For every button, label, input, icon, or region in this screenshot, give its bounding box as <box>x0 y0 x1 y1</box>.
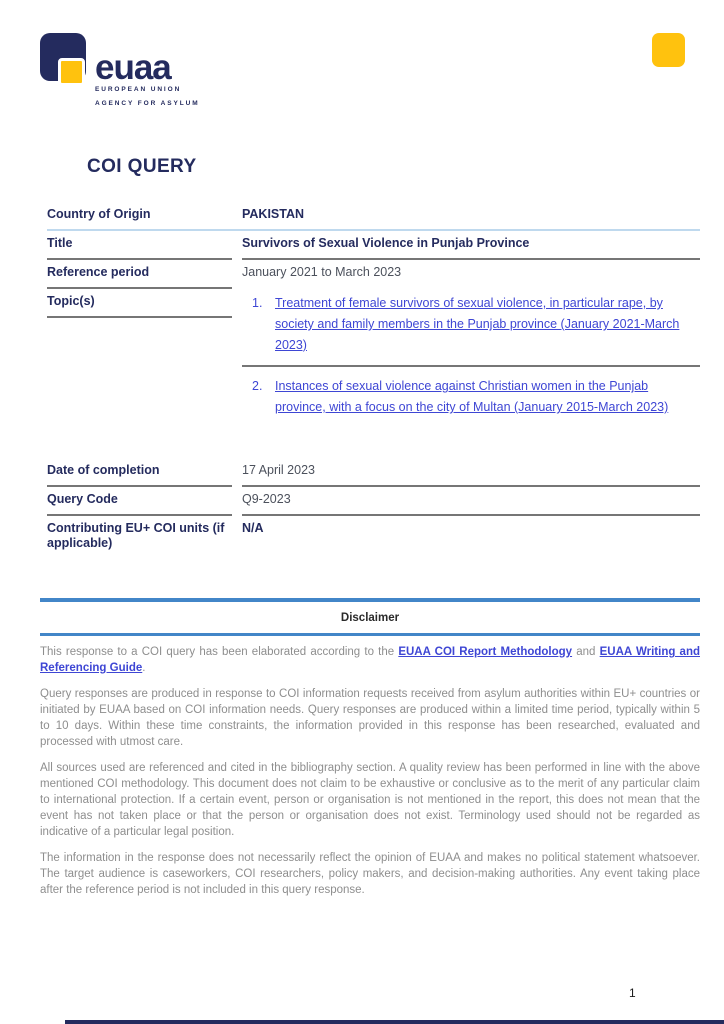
table-row-reference-period <box>47 260 700 289</box>
row-label: Date of completion <box>47 458 232 487</box>
disclaimer-heading: Disclaimer <box>340 612 400 624</box>
row-label: Reference period <box>47 260 232 289</box>
page-title: COI QUERY <box>87 156 197 177</box>
table-row-title <box>47 231 700 260</box>
logo-wordmark: euaa <box>95 48 171 87</box>
row-label: Title <box>47 231 232 260</box>
row-value: Q9-2023 <box>242 487 700 516</box>
p1-text-after: . <box>142 662 146 674</box>
disclaimer-top-rule <box>40 598 700 602</box>
row-value: January 2021 to March 2023 <box>242 265 402 279</box>
disclaimer-bottom-rule <box>40 633 700 636</box>
disclaimer-paragraph-4: The information in the response does not necessarily reflect the opinion of EUAA and makes no political statement whatsoever. The target audience is caseworkers, COI researchers, policy makers, and decision-making authorities. Any event taking place after the reference period is not included in this query response. <box>40 852 700 896</box>
row-label-cell <box>47 289 232 318</box>
writing-referencing-guide-link[interactable]: EUAA Writing and Referencing Guide <box>40 646 700 674</box>
topic-item-2 <box>242 372 700 427</box>
logo-tagline-line2: AGENCY FOR ASYLUM <box>95 100 200 107</box>
topic-item-1 <box>242 289 700 367</box>
footer-bar <box>65 1020 724 1024</box>
disclaimer-paragraph-1 <box>40 644 700 676</box>
row-value: Survivors of Sexual Violence in Punjab Province <box>242 231 700 260</box>
logo-tagline-line1: EUROPEAN UNION <box>95 86 182 93</box>
topic-link-2[interactable]: Instances of sexual violence against Christian women in the Punjab province, with a focus on the city of Multan (January 2015-March 2023) <box>275 379 669 414</box>
row-label: Topic(s) <box>47 289 232 318</box>
logo-yellow-square <box>58 58 85 86</box>
row-value: N/A <box>242 521 264 535</box>
row-value: 17 April 2023 <box>242 458 700 487</box>
logo-text-block <box>95 33 200 108</box>
table-row-country-of-origin <box>47 202 700 231</box>
row-label: Contributing EU+ COI units (if applicable) <box>47 521 225 550</box>
row-label: Query Code <box>47 487 232 516</box>
yellow-corner-decoration <box>652 33 685 67</box>
disclaimer-section <box>40 598 700 898</box>
page-number: 1 <box>629 986 636 1000</box>
table-row-query-code <box>47 487 700 516</box>
topic-number: 2. <box>252 379 263 393</box>
topic-link-1[interactable]: Treatment of female survivors of sexual violence, in particular rape, by society and family members in the Punjab province (January 2021-March 2023) <box>275 296 680 352</box>
table-row-topics <box>47 289 700 427</box>
disclaimer-paragraph-3: All sources used are referenced and cited in the bibliography section. A quality review has been performed in line with the above mentioned COI methodology. This document does not claim to be exhaustive or conclusive as to the merit of any particular claim to international protection. If a certain event, person or organisation is not mentioned in the report, this does not mean that the event has not taken place or that the person or organisation does not exist. Terminology used should not be regarded as indicative of a particular legal position. <box>40 762 700 838</box>
table-spacer <box>47 427 700 458</box>
row-label: Country of Origin <box>47 207 151 221</box>
metadata-table <box>47 202 700 558</box>
topics-list <box>242 289 700 427</box>
row-value: PAKISTAN <box>242 207 305 221</box>
p1-text-before: This response to a COI query has been elaborated according to the <box>40 646 399 658</box>
coi-report-methodology-link[interactable]: EUAA COI Report Methodology <box>398 646 573 658</box>
euaa-logo <box>40 33 200 108</box>
p1-text-mid: and <box>572 646 600 658</box>
topic-number: 1. <box>252 296 263 310</box>
euaa-logo-icon <box>40 33 90 88</box>
table-row-contributing-units <box>47 516 700 558</box>
disclaimer-paragraph-2: Query responses are produced in response to COI information requests received from asylum authorities within EU+ countries or initiated by EUAA based on COI information needs. Query responses are produced within a limited time period, typically within 5 to 10 days. Within these time constraints, the information provided in this response has been researched, evaluated and processed with utmost care. <box>40 688 700 748</box>
table-row-date-of-completion <box>47 458 700 487</box>
